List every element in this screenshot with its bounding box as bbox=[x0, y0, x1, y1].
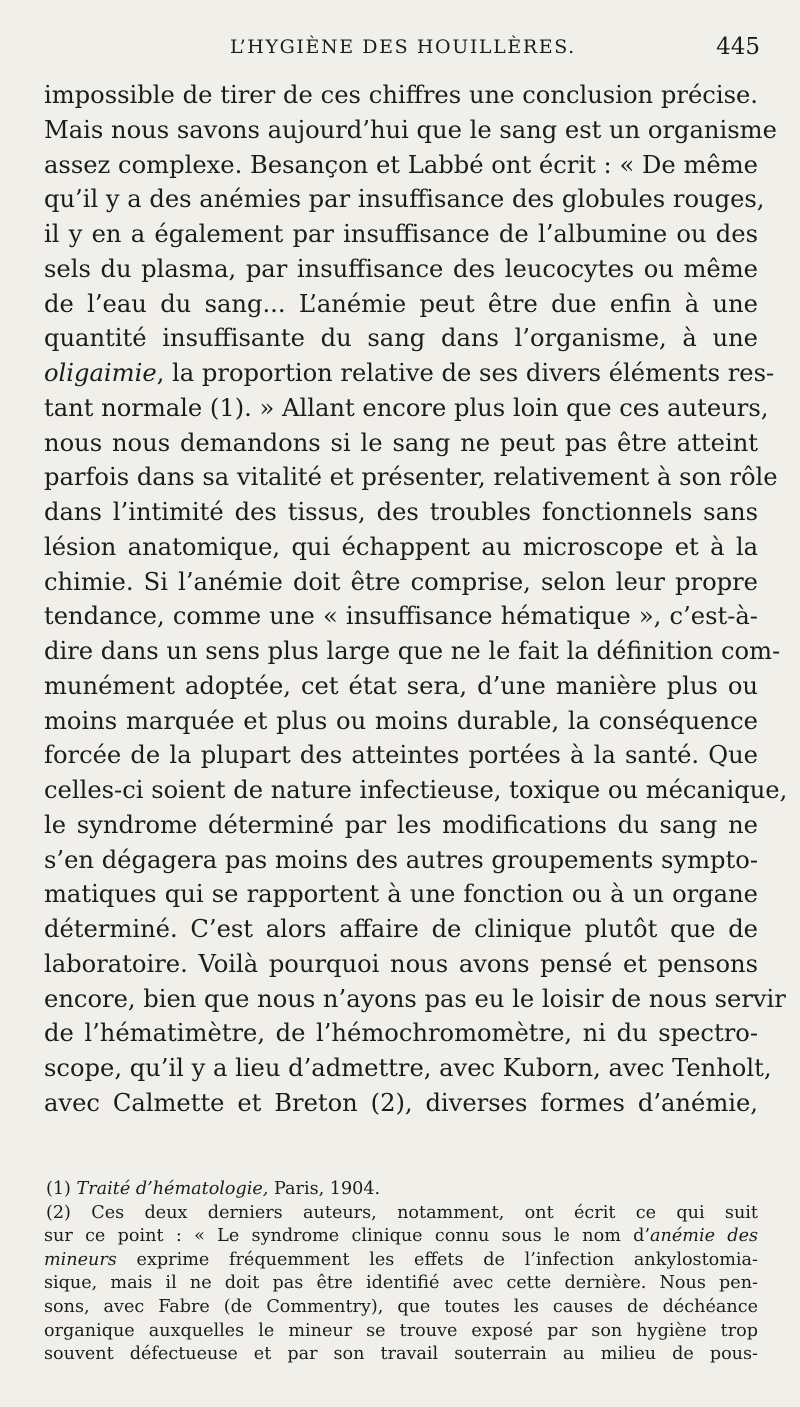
main-text bbox=[44, 78, 788, 1121]
footnote-1: (1) Traité d’hématologie, Paris, 1904. bbox=[46, 1179, 381, 1199]
text-line: qu’il y a des anémies par insuffisance des globules rouges, bbox=[44, 185, 765, 214]
text-line: Mais nous savons aujourd’hui que le sang est un organisme bbox=[44, 115, 777, 144]
text-line: encore, bien que nous n’ayons pas eu le loisir de nous servir bbox=[44, 984, 786, 1013]
text-line: laboratoire. Voilà pourquoi nous avons pensé et pensons bbox=[44, 949, 758, 978]
text-line: impossible de tirer de ces chiffres une conclusion précise. bbox=[44, 81, 758, 109]
text-line: avec Calmette et Breton (2), diverses formes d’anémie, bbox=[44, 1088, 758, 1117]
italic-term: mineurs bbox=[44, 1249, 117, 1270]
footnote-2-line: souvent défectueuse et par son travail souterrain au milieu de pous- bbox=[44, 1344, 758, 1365]
text-line: tant normale (1). » Allant encore plus loin que ces auteurs, bbox=[44, 393, 769, 422]
cited-title: Traité d’hématologie, bbox=[76, 1179, 269, 1199]
italic-term: oligaimie bbox=[44, 359, 157, 387]
page-header bbox=[40, 28, 762, 68]
text-line: forcée de la plupart des atteintes portées à la santé. Que bbox=[44, 741, 758, 770]
footnote-2-line: sur ce point : « Le syndrome clinique connu sous le nom d’anémie des bbox=[44, 1226, 759, 1247]
text-line: de l’hématimètre, de l’hémochromomètre, ni du spectro- bbox=[44, 1019, 758, 1048]
text-line: tendance, comme une « insuffisance hématique », c’est-à- bbox=[44, 602, 758, 631]
text-line: dire dans un sens plus large que ne le fait la définition com- bbox=[44, 637, 781, 665]
text-line: dans l’intimité des tissus, des troubles fonctionnels sans bbox=[44, 498, 758, 526]
footnote-2-line: sique, mais il ne doit pas être identifié avec cette dernière. Nous pen- bbox=[44, 1273, 758, 1294]
text-line: moins marquée et plus ou moins durable, la conséquence bbox=[44, 706, 758, 735]
text-line: de l’eau du sang... L’anémie peut être due enfin à une bbox=[44, 289, 758, 318]
footnote-2-line: organique auxquelles le mineur se trouve exposé par son hygiène trop bbox=[44, 1320, 758, 1341]
text-line: chimie. Si l’anémie doit être comprise, selon leur propre bbox=[44, 567, 758, 596]
text-line: le syndrome déterminé par les modifications du sang ne bbox=[44, 810, 758, 839]
footnote-2-line: sons, avec Fabre (de Commentry), que toutes les causes de déchéance bbox=[44, 1296, 758, 1317]
text-line: lésion anatomique, qui échappent au microscope et à la bbox=[44, 532, 758, 561]
text-line: oligaimie, la proportion relative de ses divers éléments res- bbox=[44, 359, 775, 387]
text-line: scope, qu’il y a lieu d’admettre, avec Kuborn, avec Tenholt, bbox=[44, 1054, 772, 1082]
text-line: assez complexe. Besançon et Labbé ont écrit : « De même bbox=[44, 150, 758, 179]
footnote-2-line: mineurs exprime fréquemment les effets de l’infection ankylostomia- bbox=[44, 1249, 758, 1270]
text-line: matiques qui se rapportent à une fonction ou à un organe bbox=[44, 880, 758, 909]
italic-term: anémie des bbox=[650, 1226, 759, 1247]
footnote-2-line: (2) Ces deux derniers auteurs, notamment, ont écrit ce qui suit bbox=[46, 1202, 758, 1223]
running-head: L’HYGIÈNE DES HOUILLÈRES. bbox=[230, 36, 576, 58]
page-number: 445 bbox=[716, 34, 760, 60]
text-line: munément adoptée, cet état sera, d’une manière plus ou bbox=[44, 671, 758, 700]
text-line: quantité insuffisante du sang dans l’organisme, à une bbox=[44, 324, 758, 353]
text-line: parfois dans sa vitalité et présenter, relativement à son rôle bbox=[44, 463, 778, 492]
text-line: nous nous demandons si le sang ne peut pas être atteint bbox=[44, 428, 758, 457]
text-line: celles-ci soient de nature infectieuse, toxique ou mécanique, bbox=[44, 776, 788, 804]
text-line: sels du plasma, par insuffisance des leucocytes ou même bbox=[44, 254, 758, 283]
footnotes bbox=[44, 1178, 758, 1367]
text-line: il y en a également par insuffisance de l’albumine ou des bbox=[44, 220, 758, 248]
text-line: s’en dégagera pas moins des autres groupements sympto- bbox=[44, 845, 758, 874]
text-line: déterminé. C’est alors affaire de clinique plutôt que de bbox=[44, 915, 758, 943]
